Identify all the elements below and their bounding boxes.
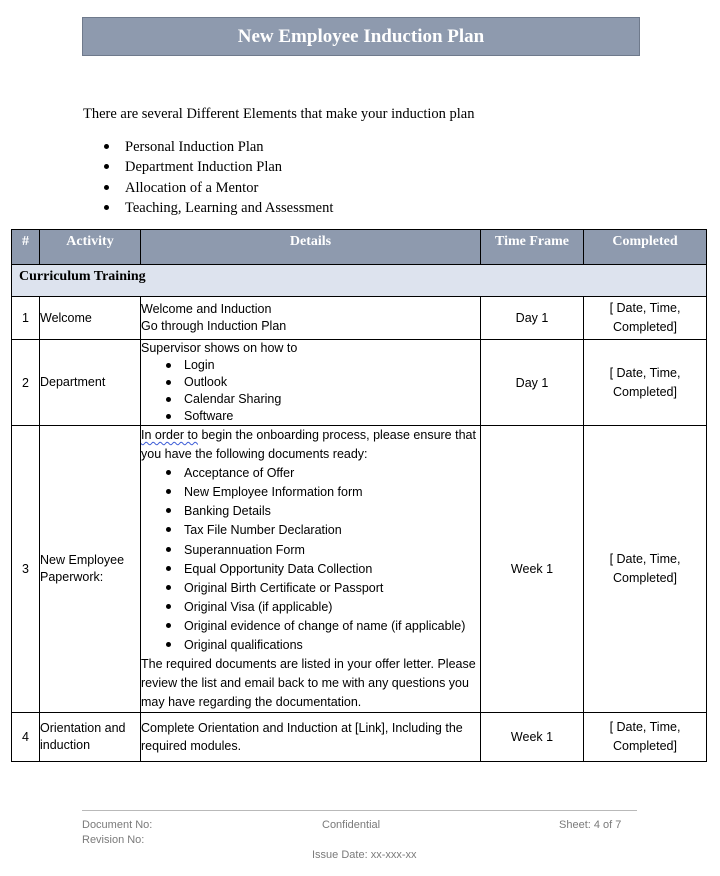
row-number: 4 (12, 713, 40, 762)
list-item: Equal Opportunity Data Collection (141, 560, 480, 579)
table-row (12, 340, 707, 426)
list-item: Allocation of a Mentor (104, 179, 333, 199)
document-title-banner (82, 17, 640, 56)
row-time-frame: Day 1 (481, 340, 584, 426)
footer-revision-no: Revision No: (82, 834, 145, 846)
list-item: Department Induction Plan (104, 158, 333, 178)
activity-line: Paperwork: (40, 570, 104, 585)
header-details: Details (141, 230, 481, 265)
activity-line: induction (40, 738, 91, 753)
list-item: Tax File Number Declaration (141, 521, 480, 540)
details-line: Welcome and Induction (141, 302, 272, 316)
row-details (141, 340, 481, 426)
activity-line: Orientation and (40, 721, 126, 736)
list-item: Original qualifications (141, 636, 480, 655)
footer-divider (82, 810, 637, 811)
list-item: Original Visa (if applicable) (141, 598, 480, 617)
list-item: Acceptance of Offer (141, 464, 480, 483)
row-time-frame: Day 1 (481, 297, 584, 340)
list-item: Login (141, 357, 480, 374)
document-title: New Employee Induction Plan (237, 25, 485, 47)
list-item: Banking Details (141, 502, 480, 521)
completed-line: Completed] (613, 320, 677, 334)
row-completed (584, 340, 707, 426)
footer-confidential: Confidential (322, 819, 381, 831)
activity-line: New Employee (40, 553, 125, 568)
row-completed (584, 713, 707, 762)
induction-elements-list (104, 138, 333, 219)
section-title: Curriculum Training (12, 265, 707, 297)
section-row (12, 265, 707, 297)
list-item: Teaching, Learning and Assessment (104, 199, 333, 219)
list-item: New Employee Information form (141, 483, 480, 502)
list-item: Superannuation Form (141, 541, 480, 560)
row-time-frame: Week 1 (481, 426, 584, 713)
table-row (12, 297, 707, 340)
details-intro: Supervisor shows on how to (141, 341, 298, 355)
completed-line: [ Date, Time, (609, 365, 681, 380)
completed-line: [ Date, Time, (609, 301, 681, 315)
row-completed (584, 297, 707, 340)
details-list (141, 357, 480, 425)
list-item: Calendar Sharing (141, 391, 480, 408)
row-activity: Welcome (40, 297, 141, 340)
footer-issue-date: Issue Date: xx-xxx-xx (312, 849, 417, 861)
header-num: # (12, 230, 40, 265)
spellcheck-marked-text: In order to (141, 428, 198, 442)
details-intro-text: begin the onboarding process, please ensure that you have the following documents ready: (141, 428, 476, 462)
row-activity: Department (40, 340, 141, 426)
details-outro: The required documents are listed in your offer letter. Please review the list and email back to me with any questions you may have regarding the documentation. (141, 657, 476, 710)
header-completed: Completed (584, 230, 707, 265)
row-number: 1 (12, 297, 40, 340)
completed-line: Completed] (613, 384, 677, 399)
table-header-row (12, 230, 707, 265)
completed-line: Completed] (613, 571, 677, 586)
details-intro (141, 426, 480, 464)
list-item: Original Birth Certificate or Passport (141, 579, 480, 598)
row-details (141, 426, 481, 713)
header-activity: Activity (40, 230, 141, 265)
row-activity (40, 713, 141, 762)
details-line: Go through Induction Plan (141, 319, 287, 333)
list-item: Original evidence of change of name (if applicable) (141, 617, 480, 636)
row-details: Complete Orientation and Induction at [Link], Including the required modules. (141, 713, 481, 762)
footer-document-no: Document No: (82, 819, 153, 831)
header-time-frame: Time Frame (481, 230, 584, 265)
table-row (12, 713, 707, 762)
completed-line: [ Date, Time, (609, 552, 681, 567)
completed-line: Completed] (613, 739, 677, 754)
row-number: 2 (12, 340, 40, 426)
table-row (12, 426, 707, 713)
row-details (141, 297, 481, 340)
row-activity (40, 426, 141, 713)
intro-text: There are several Different Elements that make your induction plan (83, 106, 475, 122)
list-item: Personal Induction Plan (104, 138, 333, 158)
row-completed (584, 426, 707, 713)
list-item: Outlook (141, 374, 480, 391)
list-item: Software (141, 408, 480, 425)
details-list (141, 464, 480, 655)
completed-line: [ Date, Time, (609, 720, 681, 735)
row-number: 3 (12, 426, 40, 713)
induction-plan-table (11, 229, 707, 762)
footer-sheet: Sheet: 4 of 7 (559, 819, 622, 831)
row-time-frame: Week 1 (481, 713, 584, 762)
